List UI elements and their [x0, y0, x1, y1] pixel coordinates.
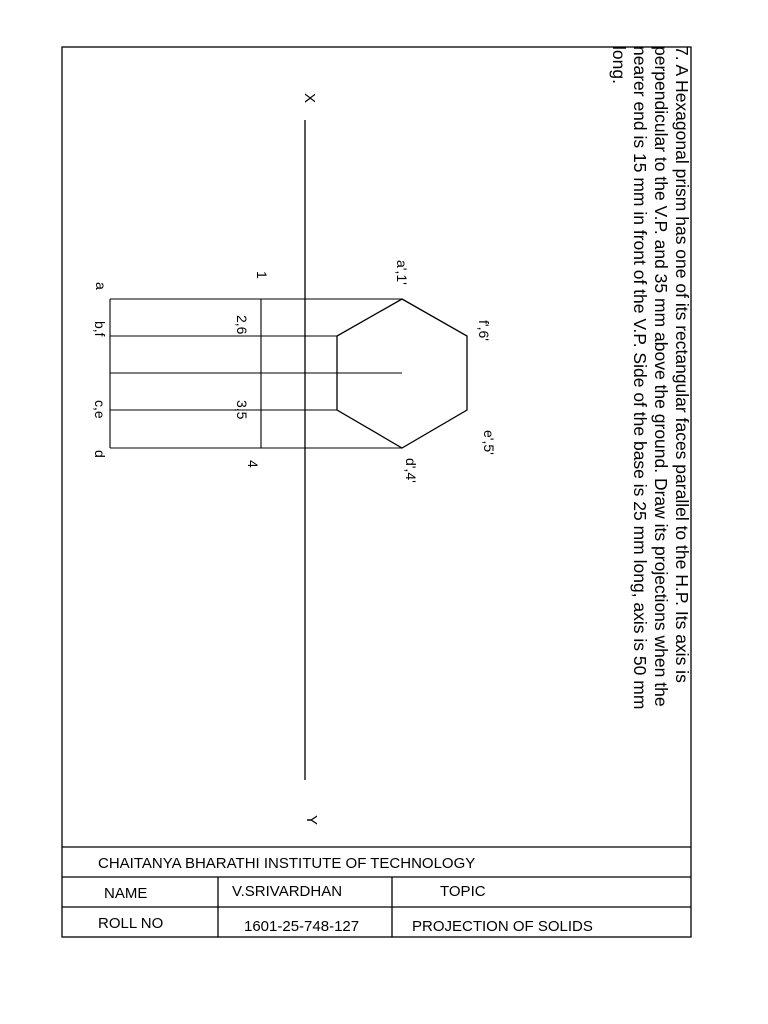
label-d: d [92, 450, 108, 458]
problem-line-4: long. [609, 46, 629, 84]
problem-line-2: perpendicular to the V.P. and 35 mm above the ground. Draw its projections when the [651, 46, 671, 707]
name-label: NAME [104, 885, 148, 902]
problem-line-3: nearer end is 15 mm in front of the V.P. Side of the base is 25 mm long, axis is 50 mm [630, 46, 650, 710]
sheet-border [62, 47, 691, 937]
institute-name: CHAITANYA BHARATHI INSTITUTE OF TECHNOLOGY [98, 855, 476, 872]
roll-label: ROLL NO [98, 915, 164, 932]
roll-value: 1601-25-748-127 [244, 918, 360, 935]
problem-statement [609, 46, 692, 709]
label-1: 1 [254, 271, 270, 279]
x-label: X [301, 92, 318, 104]
label-bf: b,f [92, 321, 108, 337]
label-35: 3,5 [234, 400, 250, 420]
label-ce: c,e [92, 400, 108, 419]
name-value: V.SRIVARDHAN [232, 883, 343, 900]
topic-value: PROJECTION OF SOLIDS [412, 918, 593, 935]
label-e5: e',5' [481, 430, 497, 455]
title-block [62, 847, 691, 937]
label-a: a [93, 282, 109, 290]
label-4: 4 [245, 460, 261, 468]
label-f6: f',6' [476, 320, 492, 341]
label-a1: a',1' [394, 260, 410, 285]
label-26: 2,6 [234, 315, 250, 335]
problem-line-1: 7. A Hexagonal prism has one of its rectangular faces parallel to the H.P. Its axis is [672, 46, 692, 683]
topic-label: TOPIC [440, 883, 486, 900]
y-label: Y [303, 814, 320, 826]
label-d4: d',4' [403, 458, 419, 483]
